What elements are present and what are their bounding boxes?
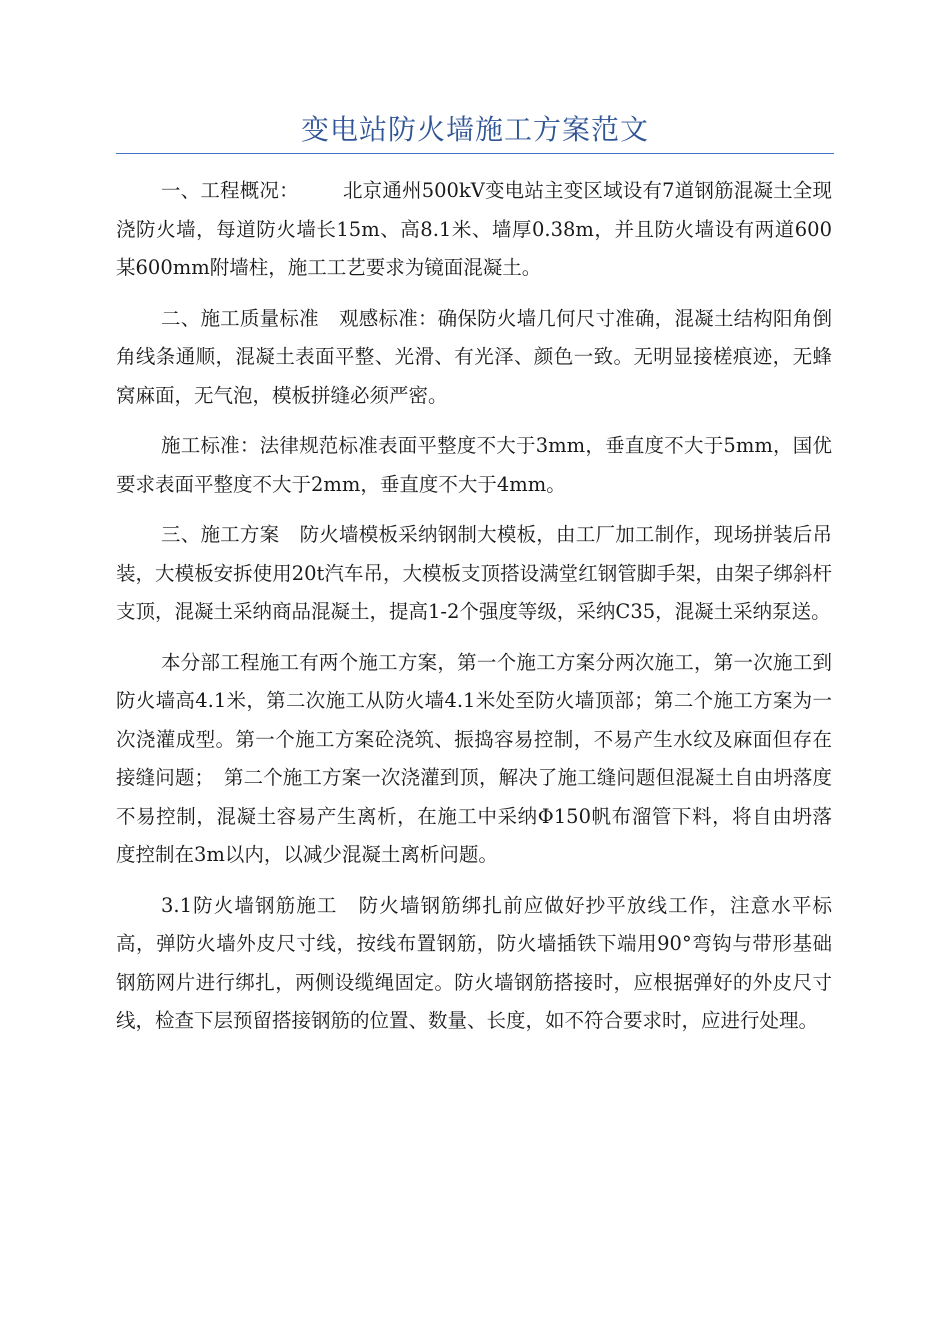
paragraph-heading: 一、工程概况：	[161, 179, 299, 202]
paragraph-heading: 3.1防火墙钢筋施工	[161, 893, 338, 917]
paragraph-plan-comparison	[116, 644, 832, 875]
paragraph-text: 观感标准：确保防火墙几何尺寸准确，混凝土结构阳角倒角线条通顺，混凝土表面平整、光滑、有光泽、颜色一致。无明显接槎痕迹，无蜂窝麻面，无气泡，模板拼缝必须严密。	[116, 306, 832, 407]
paragraph-text: 防火墙模板采纳钢制大模板，由工厂加工制作，现场拼装后吊装，大模板安拆使用20t汽车吊，大模板支顶搭设满堂红钢管脚手架，由架子绑斜杆支顶，混凝土采纳商品混凝土，提高1-2个强度等级，采纳C35，混凝土采纳泵送。	[116, 523, 832, 623]
document-title: 变电站防火墙施工方案范文	[300, 113, 649, 146]
paragraph-text: 施工标准：法律规范标准表面平整度不大于3mm，垂直度不大于5mm，国优要求表面平整度不大于2mm，垂直度不大于4mm。	[116, 434, 832, 496]
paragraph-construction-plan	[116, 516, 832, 632]
document-body	[116, 172, 832, 1053]
paragraph-text: 本分部工程施工有两个施工方案，第一个施工方案分两次施工，第一次施工到防火墙高4.1米，第二次施工从防火墙4.1米处至防火墙顶部；第二个施工方案为一次浇灌成型。第一个施工方案砼浇筑、振捣容易控制，不易产生水纹及麻面但存在接缝问题； 第二个施工方案一次浇灌到顶，解决了施工缝问题但混凝土自由坍落度不易控制，混凝土容易产生离析，在施工中采纳Φ150帆布溜管下料，将自由坍落度控制在3m以内，以减少混凝土离析问题。	[116, 650, 832, 866]
paragraph-construction-standard	[116, 427, 832, 504]
paragraph-heading: 三、施工方案	[161, 523, 280, 546]
paragraph-text: 防火墙钢筋绑扎前应做好抄平放线工作，注意水平标高，弹防火墙外皮尺寸线，按线布置钢筋，防火墙插铁下端用90°弯钩与带形基础钢筋网片进行绑扎，两侧设缆绳固定。防火墙钢筋搭接时，应根据弹好的外皮尺寸线，检查下层预留搭接钢筋的位置、数量、长度，如不符合要求时，应进行处理。	[116, 893, 832, 1032]
title-underline	[116, 153, 834, 154]
paragraph-text: 北京通州500kV变电站主变区域设有7道钢筋混凝土全现浇防火墙，每道防火墙长15m、高8.1米、墙厚0.38m，并且防火墙设有两道600某600mm附墙柱，施工工艺要求为镜面混凝土。	[116, 179, 832, 279]
paragraph-rebar-construction	[116, 887, 832, 1041]
paragraph-quality-standard	[116, 300, 832, 416]
paragraph-heading: 二、施工质量标准	[161, 306, 319, 330]
paragraph-project-overview	[116, 172, 832, 288]
